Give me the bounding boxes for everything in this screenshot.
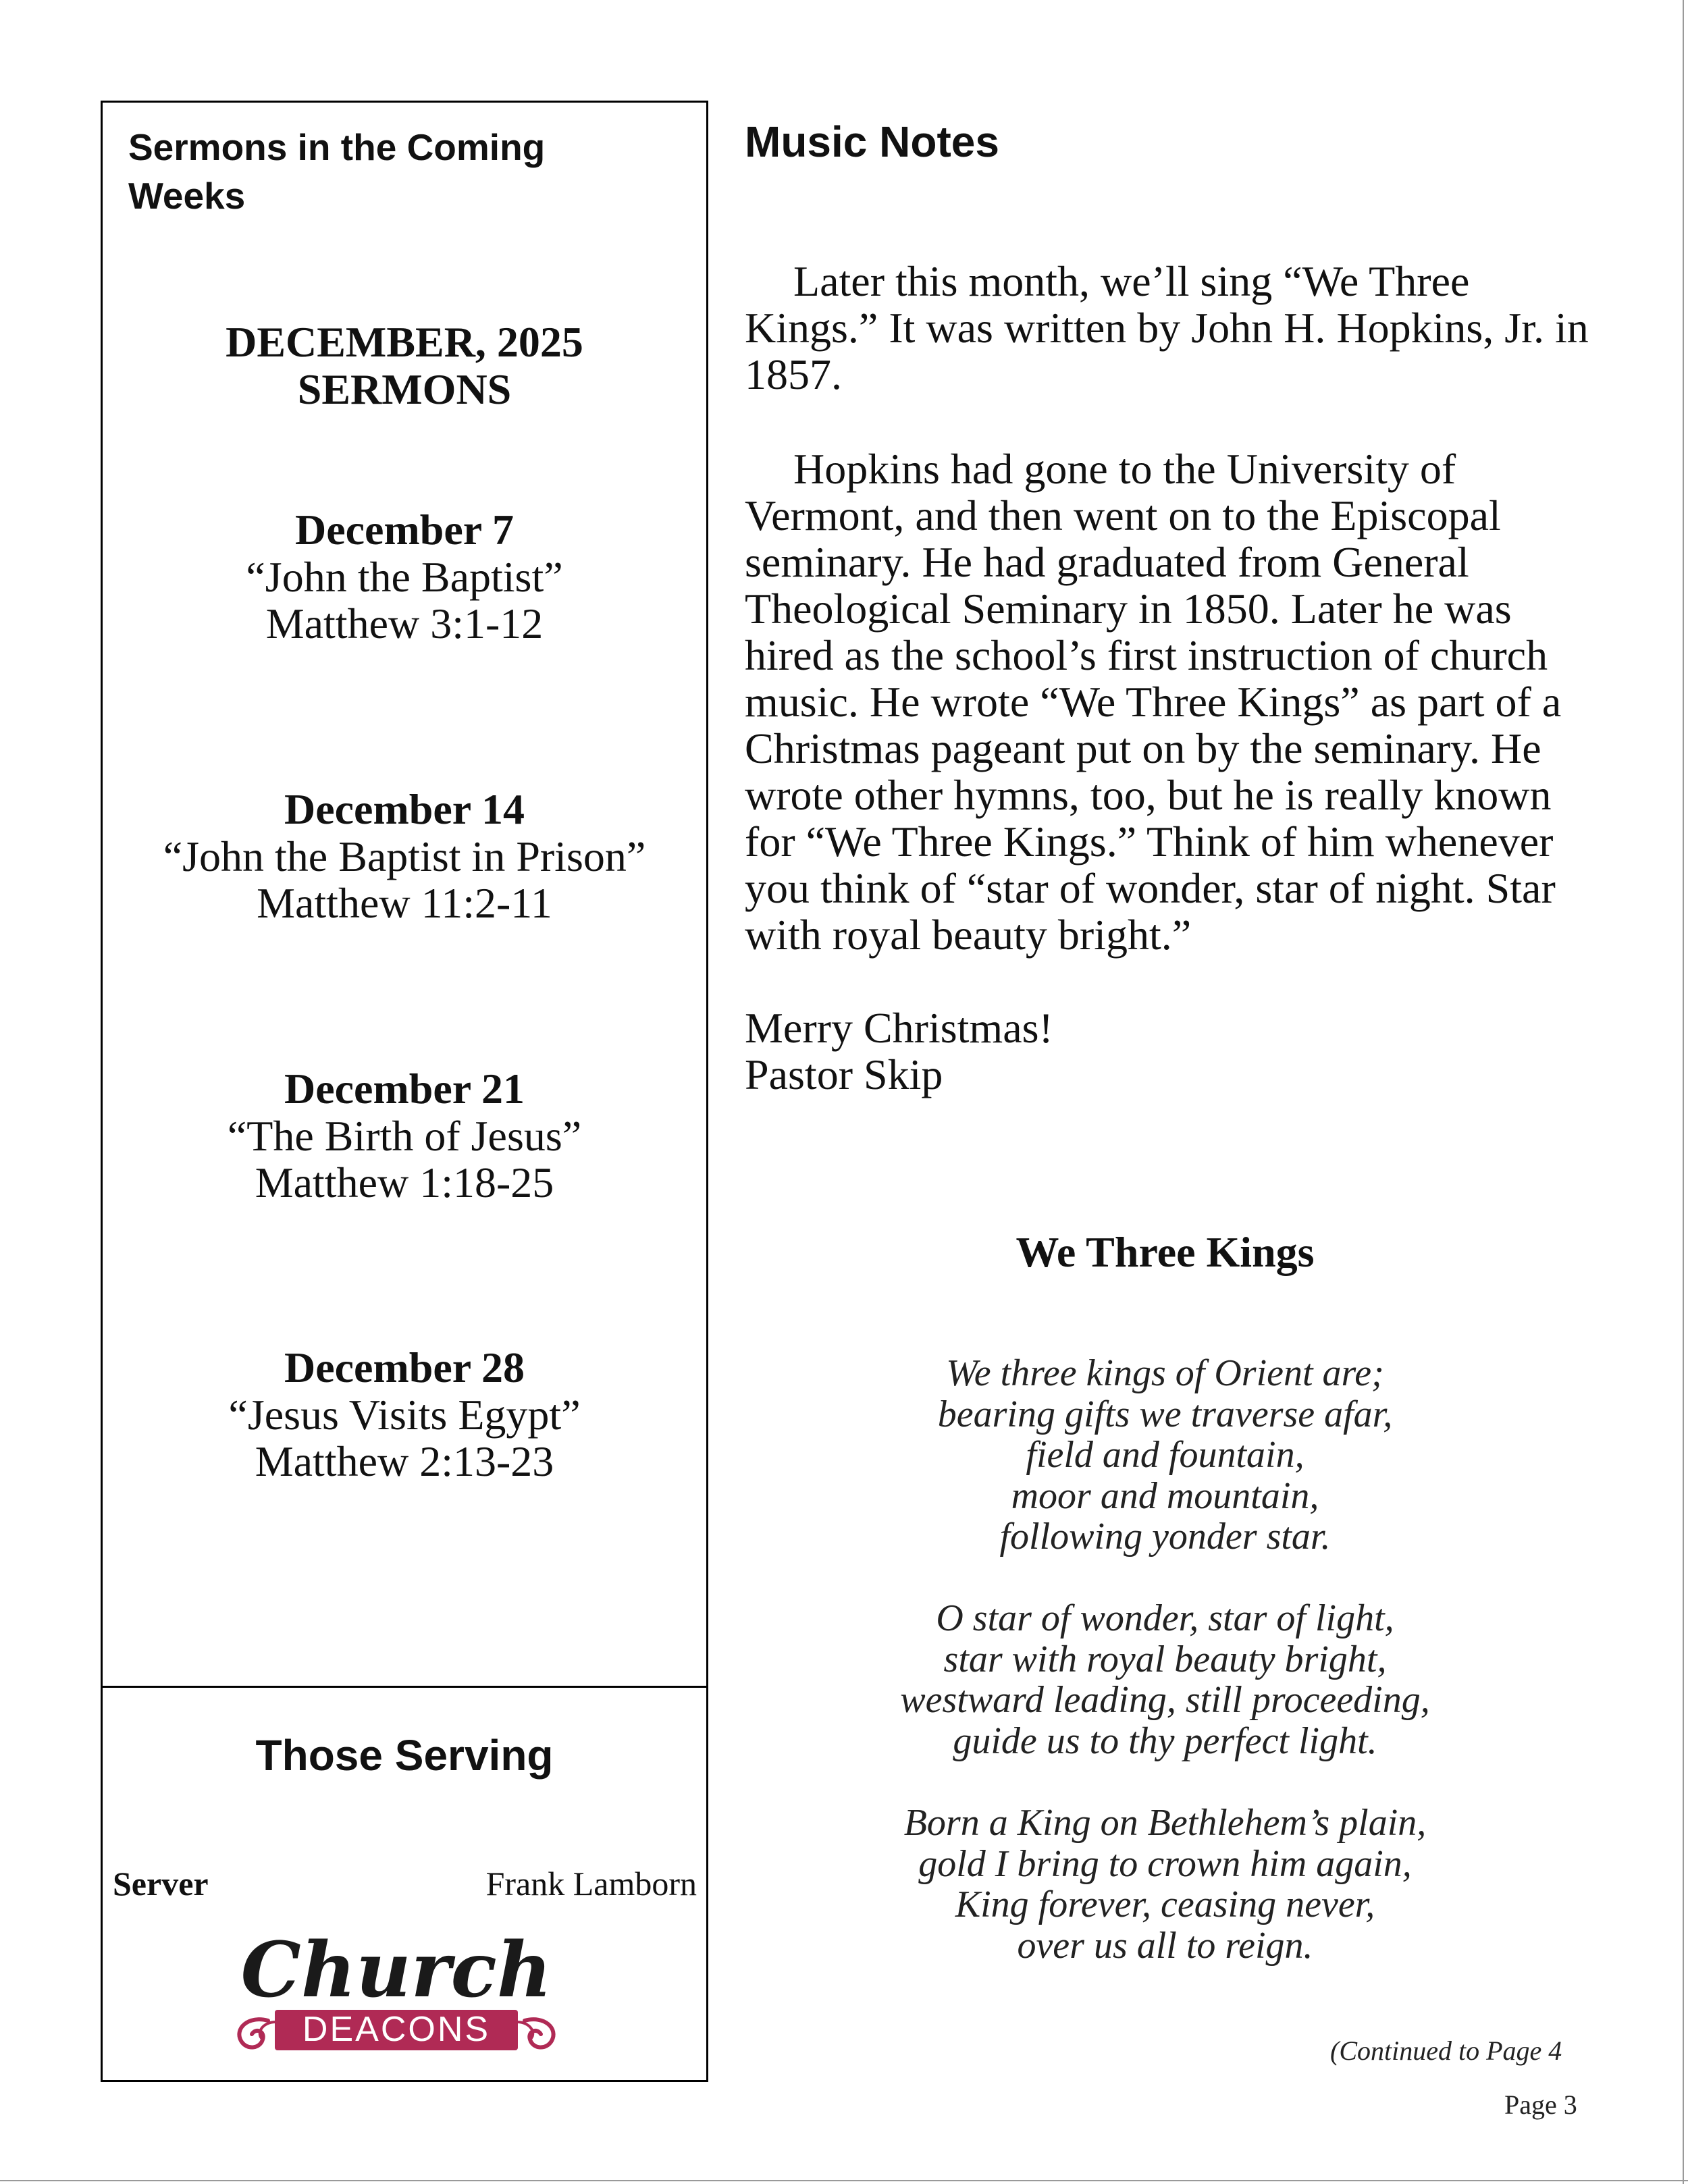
hymn-line: We three kings of Orient are;	[946, 1352, 1384, 1394]
sermons-panel	[103, 103, 706, 1688]
hymn-line: moor and mountain,	[1011, 1474, 1319, 1517]
hymn-line: gold I bring to crown him again,	[918, 1842, 1412, 1885]
sermon-title: “John the Baptist”	[246, 553, 563, 601]
hymn-title: We Three Kings	[1016, 1228, 1315, 1276]
sermon-scripture: Matthew 3:1-12	[265, 600, 544, 647]
hymn-line: bearing gifts we traverse afar,	[937, 1393, 1393, 1435]
logo-banner-text: DEACONS	[302, 2010, 491, 2049]
sermon-scripture: Matthew 11:2-11	[257, 879, 552, 927]
page-number: Page 3	[1504, 2089, 1577, 2120]
music-notes-heading: Music Notes	[745, 117, 999, 166]
sermon-entry	[103, 1344, 706, 1485]
hymn-line: Born a King on Bethlehem’s plain,	[903, 1802, 1427, 1844]
signature: Pastor Skip	[745, 1050, 943, 1098]
hymn-line: following yonder star.	[999, 1516, 1331, 1557]
hymn-stanza	[745, 1353, 1585, 1557]
sermon-title: “Jesus Visits Egypt”	[228, 1391, 581, 1439]
sermon-entry	[103, 786, 706, 926]
sermon-date: December 28	[284, 1343, 525, 1391]
serving-role: Server	[113, 1865, 209, 1902]
serving-row	[113, 1860, 697, 1907]
logo-script-text: Church	[240, 1926, 552, 2015]
month-title-line1: DECEMBER, 2025	[226, 318, 583, 366]
hymn-line: guide us to thy perfect light.	[953, 1720, 1377, 1762]
sermon-entry	[103, 506, 706, 647]
closing-greeting: Merry Christmas!	[745, 1004, 1053, 1052]
hymn-line: field and fountain,	[1026, 1434, 1304, 1476]
sermon-entry	[103, 1065, 706, 1206]
sermon-title: “John the Baptist in Prison”	[163, 832, 646, 880]
hymn-line: King forever, ceasing never,	[955, 1884, 1375, 1925]
sermon-scripture: Matthew 1:18-25	[255, 1158, 554, 1206]
serving-heading: Those Serving	[255, 1731, 554, 1780]
hymn-line: westward leading, still proceeding,	[900, 1679, 1430, 1721]
sidebar-box	[101, 101, 708, 2082]
hymn-stanza	[745, 1598, 1585, 1761]
hymn-line: star with royal beauty bright,	[943, 1638, 1387, 1680]
sermon-scripture: Matthew 2:13-23	[255, 1437, 554, 1485]
month-title	[103, 319, 706, 413]
music-notes-column	[745, 0, 1595, 2184]
sermon-date: December 14	[284, 785, 525, 833]
serving-panel	[103, 1686, 706, 2084]
sermons-heading: Sermons in the Coming Weeks	[128, 126, 546, 217]
sermon-date: December 21	[284, 1065, 525, 1113]
serving-name: Frank Lamborn	[485, 1865, 697, 1902]
music-notes-paragraph: Hopkins had gone to the University of Vermont, and then went on to the Episcopal seminary. He had graduated from General Theological Seminary in 1850. Later he was hired as the school’s first instruction of church music. He wrote “We Three Kings” as part of a Christmas pageant put on by the seminary. He wrote other hymns, too, but he is really known for “We Three Kings.” Think of him whenever you think of “star of wonder, star of night. Star with royal beauty bright.”	[745, 445, 1562, 959]
continued-note: (Continued to Page 4	[1330, 2035, 1562, 2066]
hymn-line: over us all to reign.	[1017, 1924, 1313, 1967]
month-title-line2: SERMONS	[297, 365, 512, 413]
music-notes-paragraph: Later this month, we’ll sing “We Three Kings.” It was written by John H. Hopkins, Jr. in 1857.	[745, 257, 1589, 398]
sermon-date: December 7	[295, 506, 514, 554]
page-edge-right	[1683, 0, 1684, 2184]
hymn-stanza	[745, 1803, 1585, 1966]
sermon-title: “The Birth of Jesus”	[227, 1112, 582, 1160]
closing-block	[745, 1005, 1595, 1098]
church-deacons-logo	[221, 1921, 572, 2062]
hymn-line: O star of wonder, star of light,	[936, 1597, 1394, 1639]
